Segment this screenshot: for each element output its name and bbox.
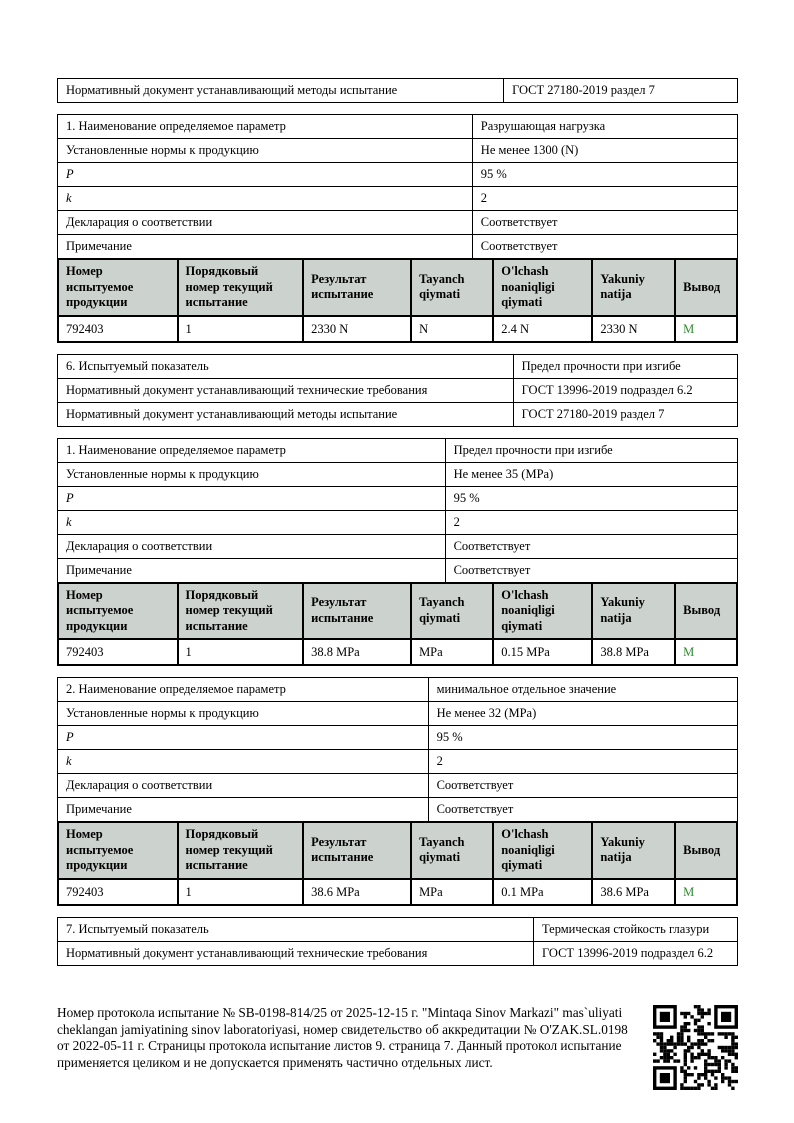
column-header: Результат испытание [303, 259, 411, 316]
kv-label: Установленные нормы к продукцию [58, 462, 446, 486]
kv-label: 7. Испытуемый показатель [58, 917, 534, 941]
section-bending-strength [57, 438, 738, 667]
table-row [58, 702, 738, 726]
verdict-cell: М [675, 639, 737, 665]
method-doc-table [57, 78, 738, 103]
result-cell: 2.4 N [493, 316, 592, 342]
result-cell: 1 [178, 639, 304, 665]
kv-label: k [58, 187, 473, 211]
kv-label: Установленные нормы к продукцию [58, 139, 473, 163]
table-row [58, 726, 738, 750]
table-row [58, 798, 738, 822]
protocol-footer [57, 1005, 738, 1090]
kv-value: 2 [428, 750, 737, 774]
table-row [58, 115, 738, 139]
kv-value: ГОСТ 13996-2019 подраздел 6.2 [534, 941, 738, 965]
results-table [57, 821, 738, 906]
indicator-7-table [57, 917, 738, 966]
kv-value: 95 % [428, 726, 737, 750]
column-header: Номер испытуемое продукции [58, 259, 178, 316]
kv-value: Предел прочности при изгибе [445, 438, 737, 462]
column-header: Tayanch qiymati [411, 822, 493, 879]
verdict-cell: М [675, 316, 737, 342]
kv-label: P [58, 163, 473, 187]
table-row [58, 139, 738, 163]
qr-code [653, 1005, 738, 1090]
column-header: Tayanch qiymati [411, 583, 493, 640]
results-data-row [58, 879, 737, 905]
results-header-row [58, 822, 737, 879]
table-row [58, 211, 738, 235]
result-cell: 0.1 MPa [493, 879, 592, 905]
kv-value: 95 % [472, 163, 737, 187]
verdict-cell: М [675, 879, 737, 905]
kv-value: Предел прочности при изгибе [513, 354, 737, 378]
column-header: Tayanch qiymati [411, 259, 493, 316]
result-cell: MPa [411, 639, 493, 665]
column-header: O'lchash noaniqligi qiymati [493, 259, 592, 316]
kv-value: Термическая стойкость глазури [534, 917, 738, 941]
kv-label: Декларация о соответствии [58, 534, 446, 558]
kv-value: ГОСТ 27180-2019 раздел 7 [504, 79, 738, 103]
result-cell: 2330 N [592, 316, 675, 342]
table-row [58, 534, 738, 558]
kv-value: Разрушающая нагрузка [472, 115, 737, 139]
column-header: Yakuniy natija [592, 822, 675, 879]
kv-label: Примечание [58, 798, 429, 822]
column-header: O'lchash noaniqligi qiymati [493, 822, 592, 879]
results-header-row [58, 259, 737, 316]
footer-text: Номер протокола испытание № SB-0198-814/25 от 2025-12-15 г. "Mintaqa Sinov Markazi" mas`uliyati cheklangan jamiyatining sinov laboratoriyasi, номер свидетельство об аккредитации № O'ZAK.SL.0198 от 2022-05-11 г. Страницы протокола испытание листов 9. страница 7. Данный протокол испытание применяется целиком и не допускается применять частично отдельных лист. [57, 1005, 628, 1070]
result-cell: 792403 [58, 316, 178, 342]
table-row [58, 402, 738, 426]
column-header: Номер испытуемое продукции [58, 583, 178, 640]
kv-label: Декларация о соответствии [58, 211, 473, 235]
kv-value: Соответствует [445, 558, 737, 582]
kv-value: 95 % [445, 486, 737, 510]
table-row [58, 917, 738, 941]
kv-value: ГОСТ 27180-2019 раздел 7 [513, 402, 737, 426]
kv-value: Соответствует [472, 211, 737, 235]
result-cell: 792403 [58, 639, 178, 665]
kv-label: Установленные нормы к продукцию [58, 702, 429, 726]
param-table [57, 438, 738, 583]
column-header: Yakuniy natija [592, 583, 675, 640]
kv-label: 1. Наименование определяемое параметр [58, 438, 446, 462]
kv-label: Декларация о соответствии [58, 774, 429, 798]
kv-label: P [58, 486, 446, 510]
table-row [58, 750, 738, 774]
result-cell: 38.8 MPa [592, 639, 675, 665]
kv-value: Не менее 32 (MPa) [428, 702, 737, 726]
kv-label: Примечание [58, 558, 446, 582]
column-header: Номер испытуемое продукции [58, 822, 178, 879]
table-row [58, 354, 738, 378]
results-table [57, 258, 738, 343]
column-header: Порядковый номер текущий испытание [178, 822, 304, 879]
column-header: Yakuniy natija [592, 259, 675, 316]
kv-value: Соответствует [428, 774, 737, 798]
kv-label: k [58, 750, 429, 774]
result-cell: 1 [178, 879, 304, 905]
result-cell: 792403 [58, 879, 178, 905]
kv-value: 2 [472, 187, 737, 211]
result-cell: 2330 N [303, 316, 411, 342]
results-header-row [58, 583, 737, 640]
table-row [58, 486, 738, 510]
kv-label: Нормативный документ устанавливающий методы испытание [58, 402, 514, 426]
results-table [57, 582, 738, 667]
kv-label: 1. Наименование определяемое параметр [58, 115, 473, 139]
protocol-content [57, 78, 738, 966]
kv-label: 6. Испытуемый показатель [58, 354, 514, 378]
kv-value: 2 [445, 510, 737, 534]
column-header: Порядковый номер текущий испытание [178, 259, 304, 316]
column-header: O'lchash noaniqligi qiymati [493, 583, 592, 640]
kv-label: Нормативный документ устанавливающий технические требования [58, 941, 534, 965]
table-row [58, 378, 738, 402]
section-minimum-value [57, 677, 738, 906]
results-data-row [58, 639, 737, 665]
result-cell: 1 [178, 316, 304, 342]
param-table [57, 114, 738, 259]
table-row [58, 187, 738, 211]
results-data-row [58, 316, 737, 342]
table-row [58, 438, 738, 462]
section-breaking-load [57, 114, 738, 343]
result-cell: MPa [411, 879, 493, 905]
table-row [58, 510, 738, 534]
indicator-6-table [57, 354, 738, 427]
column-header: Результат испытание [303, 583, 411, 640]
result-cell: 0.15 MPa [493, 639, 592, 665]
kv-value: Соответствует [445, 534, 737, 558]
kv-label: P [58, 726, 429, 750]
kv-value: минимальное отдельное значение [428, 678, 737, 702]
result-cell: 38.6 MPa [592, 879, 675, 905]
param-table [57, 677, 738, 822]
column-header: Порядковый номер текущий испытание [178, 583, 304, 640]
table-row [58, 774, 738, 798]
column-header: Результат испытание [303, 822, 411, 879]
kv-value: Соответствует [472, 235, 737, 259]
table-row [58, 79, 738, 103]
kv-value: Соответствует [428, 798, 737, 822]
kv-label: Примечание [58, 235, 473, 259]
table-row [58, 558, 738, 582]
kv-label: 2. Наименование определяемое параметр [58, 678, 429, 702]
kv-value: Не менее 35 (MPa) [445, 462, 737, 486]
table-row [58, 462, 738, 486]
kv-value: ГОСТ 13996-2019 подраздел 6.2 [513, 378, 737, 402]
kv-label: k [58, 510, 446, 534]
result-cell: 38.8 MPa [303, 639, 411, 665]
table-row [58, 163, 738, 187]
column-header: Вывод [675, 822, 737, 879]
table-row [58, 235, 738, 259]
result-cell: 38.6 MPa [303, 879, 411, 905]
kv-label: Нормативный документ устанавливающий методы испытание [58, 79, 504, 103]
result-cell: N [411, 316, 493, 342]
table-row [58, 941, 738, 965]
column-header: Вывод [675, 583, 737, 640]
kv-value: Не менее 1300 (N) [472, 139, 737, 163]
qr-code-image [653, 1005, 738, 1090]
kv-label: Нормативный документ устанавливающий технические требования [58, 378, 514, 402]
column-header: Вывод [675, 259, 737, 316]
table-row [58, 678, 738, 702]
